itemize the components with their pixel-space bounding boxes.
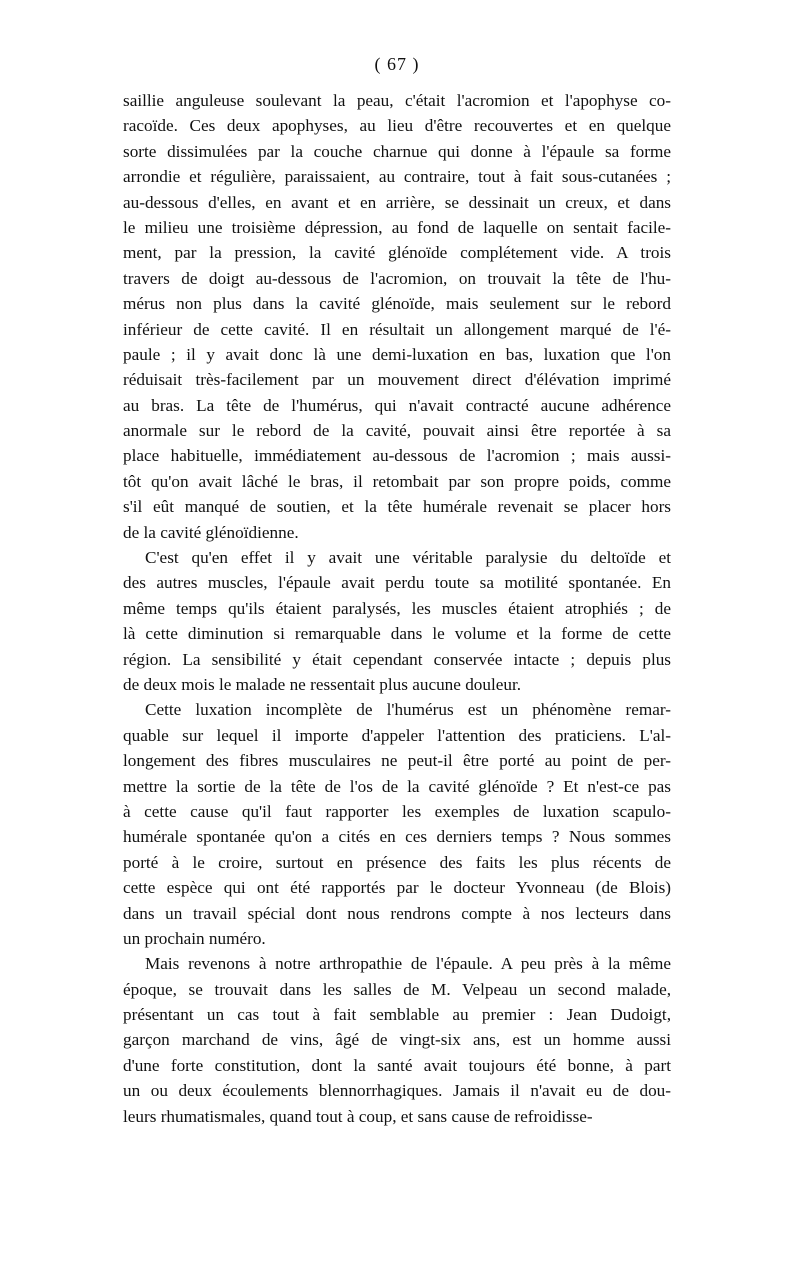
text-line: travers de doigt au-dessous de l'acromion, on trouvait la tête de l'hu- — [123, 268, 671, 288]
document-page — [123, 52, 671, 1129]
paragraph — [123, 545, 671, 697]
text-line: sorte dissimulées par la couche charnue qui donne à l'épaule sa forme — [123, 141, 671, 161]
text-line: s'il eût manqué de soutien, et la tête humérale revenait se placer hors — [123, 497, 671, 517]
text-line: même temps qu'ils étaient paralysés, les muscles étaient atrophiés ; de — [123, 598, 671, 618]
text-line: mettre la sortie de la tête de l'os de la cavité glénoïde ? Et n'est-ce pas — [123, 776, 671, 796]
text-line: porté à le croire, surtout en présence des faits les plus récents de — [123, 852, 671, 872]
text-line: époque, se trouvait dans les salles de M. Velpeau un second malade, — [123, 979, 671, 999]
paragraph — [123, 697, 671, 951]
text-line: le milieu une troisième dépression, au fond de laquelle on sentait facile- — [123, 217, 671, 237]
text-line: réduisait très-facilement par un mouvement direct d'élévation imprimé — [123, 370, 671, 390]
text-line: leurs rhumatismales, quand tout à coup, et sans cause de refroidisse- — [123, 1106, 593, 1126]
text-line: quable sur lequel il importe d'appeler l'attention des praticiens. L'al- — [123, 725, 671, 745]
text-line: Cette luxation incomplète de l'humérus est un phénomène remar- — [145, 700, 671, 720]
text-line: mérus non plus dans la cavité glénoïde, mais seulement sur le rebord — [123, 294, 671, 314]
text-line: des autres muscles, l'épaule avait perdu toute sa motilité spontanée. En — [123, 573, 671, 593]
text-line: au bras. La tête de l'humérus, qui n'avait contracté aucune adhérence — [123, 395, 671, 415]
text-line: inférieur de cette cavité. Il en résultait un allongement marqué de l'é- — [123, 319, 671, 339]
paragraph — [123, 951, 671, 1129]
text-line: cette espèce qui ont été rapportés par le docteur Yvonneau (de Blois) — [123, 878, 671, 898]
text-line: dans un travail spécial dont nous rendrons compte à nos lecteurs dans — [123, 903, 671, 923]
page-number: ( 67 ) — [374, 54, 420, 74]
text-line: d'une forte constitution, dont la santé avait toujours été bonne, à part — [123, 1055, 671, 1075]
text-line: saillie anguleuse soulevant la peau, c'était l'acromion et l'apophyse co- — [123, 91, 671, 110]
text-line: place habituelle, immédiatement au-dessous de l'acromion ; mais aussi- — [123, 446, 671, 466]
text-line: tôt qu'on avait lâché le bras, il retombait par son propre poids, comme — [123, 471, 671, 491]
text-line: paule ; il y avait donc là une demi-luxation en bas, luxation que l'on — [123, 344, 671, 364]
text-line: racoïde. Ces deux apophyses, au lieu d'être recouvertes et en quelque — [123, 116, 671, 136]
text-line: là cette diminution si remarquable dans le volume et la forme de cette — [123, 624, 671, 644]
text-line: Mais revenons à notre arthropathie de l'épaule. A peu près à la même — [145, 954, 671, 974]
text-line: présentant un cas tout à fait semblable au premier : Jean Dudoigt, — [123, 1005, 671, 1025]
text-line: de deux mois le malade ne ressentait plus aucune douleur. — [123, 674, 522, 694]
text-line: ment, par la pression, la cavité glénoïde complétement vide. A trois — [123, 243, 671, 263]
text-line: région. La sensibilité y était cependant conservée intacte ; depuis plus — [123, 649, 671, 669]
text-line: de la cavité glénoïdienne. — [123, 522, 299, 542]
text-line: au-dessous d'elles, en avant et en arrière, se dessinait un creux, et dans — [123, 192, 671, 212]
text-line: longement des fibres musculaires ne peut-il être porté au point de per- — [123, 751, 671, 771]
paragraph — [123, 88, 671, 545]
text-line: garçon marchand de vins, âgé de vingt-six ans, est un homme aussi — [123, 1030, 671, 1050]
text-line: anormale sur le rebord de la cavité, pouvait ainsi être reportée à sa — [123, 421, 671, 441]
text-line: à cette cause qu'il faut rapporter les exemples de luxation scapulo- — [123, 801, 671, 821]
text-body — [123, 88, 671, 1129]
text-line: un prochain numéro. — [123, 928, 266, 948]
text-line: un ou deux écoulements blennorrhagiques. Jamais il n'avait eu de dou- — [123, 1081, 671, 1101]
text-line: humérale spontanée qu'on a cités en ces derniers temps ? Nous sommes — [123, 827, 671, 847]
text-line: C'est qu'en effet il y avait une véritable paralysie du deltoïde et — [145, 548, 671, 568]
text-line: arrondie et régulière, paraissaient, au contraire, tout à fait sous-cutanées ; — [123, 167, 671, 187]
